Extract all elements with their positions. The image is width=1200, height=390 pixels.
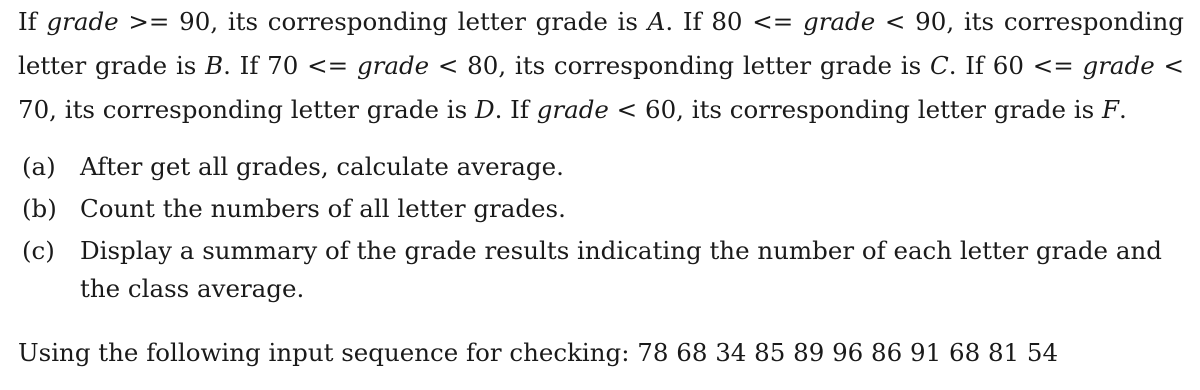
document <box>18 0 1184 367</box>
task-label: (c) <box>22 236 55 265</box>
task-item-a <box>22 148 1184 186</box>
math-token: D <box>474 95 495 124</box>
task-text: Display a summary of the grade results indicating the number of each letter grade and the class average. <box>80 236 1162 303</box>
math-token: grade <box>46 7 119 36</box>
task-item-b <box>22 190 1184 228</box>
task-text: After get all grades, calculate average. <box>80 152 564 181</box>
math-token: grade <box>356 51 430 80</box>
math-token: grade <box>1082 51 1155 80</box>
math-token: F <box>1101 95 1119 124</box>
paragraph-line-3: 70, its corresponding letter grade is D. If grade < 60, its corresponding letter grade is F. <box>18 95 1127 124</box>
math-token: A <box>647 7 666 36</box>
task-item-c <box>22 232 1184 308</box>
task-list <box>22 148 1184 312</box>
math-token: grade <box>536 95 609 124</box>
task-label: (b) <box>22 194 57 223</box>
grading-rules-paragraph <box>18 0 1184 132</box>
input-sequence-line: Using the following input sequence for checking: 78 68 34 85 89 96 86 91 68 81 54 <box>18 338 1059 367</box>
paragraph-line-2: letter grade is B. If 70 <= grade < 80, its corresponding letter grade is C. If 60 <= grade < <box>18 51 1184 80</box>
math-token: B <box>205 51 224 80</box>
paragraph-line-1: If grade >= 90, its corresponding letter grade is A. If 80 <= grade < 90, its corresponding <box>18 7 1184 36</box>
math-token: grade <box>803 7 876 36</box>
math-token: C <box>929 51 949 80</box>
task-label: (a) <box>22 152 56 181</box>
task-text: Count the numbers of all letter grades. <box>80 194 566 223</box>
